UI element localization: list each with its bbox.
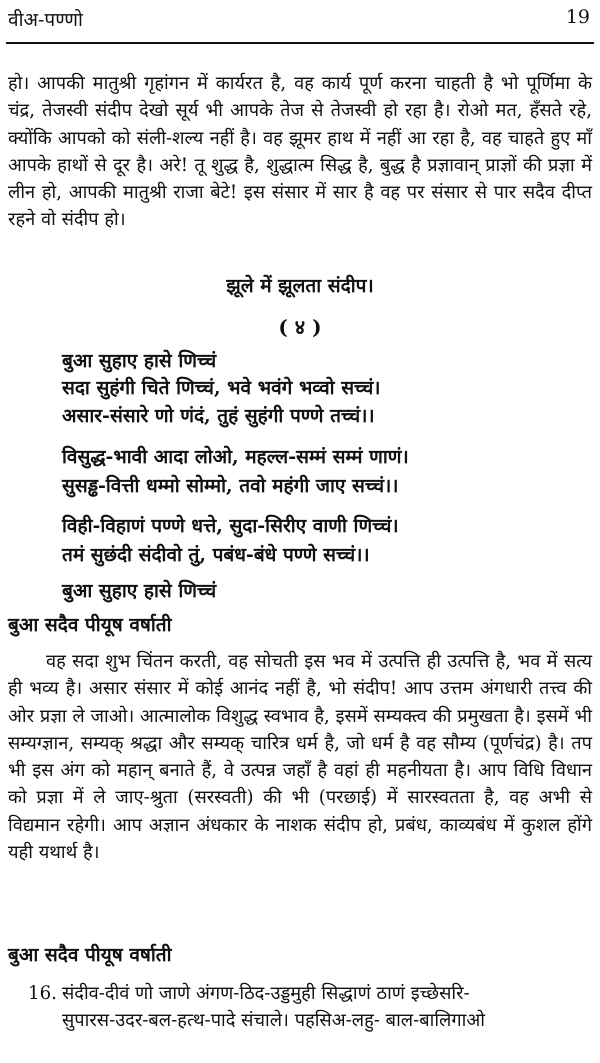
paragraph-body: वह सदा शुभ चिंतन करती, वह सोचती इस भव में उत्पत्ति ही उत्पत्ति है, भव में सत्य ही भव्य है। असार संसार में कोई आनंद नहीं है, भो संदीप! आप उत्तम अंगधारी तत्त्व की ओर प्रज्ञा ले जाओ। आत्मालोक विशुद्ध स्वभाव है, इसमें सम्यक्त्व की प्रमुखता है। इसमें भी सम्यग्ज्ञान, सम्यक् श्रद्धा और सम्यक् चारित्र धर्म है, जो धर्म है वह सौम्य (पूर्णचंद्र) है। तप भी इस अंग को महान् बनाते हैं, वे उत्पन्न जहाँ है वहां ही महनीयता है। आप विधि विधान को प्रज्ञा में ले जाए-श्रुता (सरस्वती) की भी (परछाई) में सारस्वतता है, वह अभी से विद्यमान रहेगी। आप अज्ञान अंधकार के नाशक संदीप हो, प्रबंध, काव्यबंध में कुशल होंगे यही यथार्थ है। — [8, 651, 592, 864]
verse-line: बुआ सुहाए हासे णिच्चं — [62, 350, 217, 372]
verse-line: बुआ सुहाए हासे णिच्चं — [62, 580, 217, 602]
numbered-item — [28, 980, 592, 1034]
verse-line: सदा सुहंगी चिते णिच्चं, भवे भवंगे भव्वो सच्चं। — [62, 377, 381, 399]
paragraph-opening: हो। आपकी मातुश्री गृहांगन में कार्यरत है, वह कार्य पूर्ण करना चाहती है भो पूर्णिमा के चंद्र, तेजस्वी संदीप देखो सूर्य भी आपके तेज से तेजस्वी हो रहा है। रोओ मत, हँसते रहे, क्योंकि आपको को संली-शल्य नहीं है। वह झूमर हाथ में नहीं आ रहा है, वह चाहते हुए माँ आपके हाथों से दूर है। अरे! तू शुद्ध है, शुद्धात्म सिद्ध है, बुद्ध है प्रज्ञावान् प्राज्ञों की प्रज्ञा में लीन हो, आपकी मातुश्री राजा बेटे! इस संसार में सार है वह पर संसार से पार सदैव दीप्त रहने वो संदीप हो। — [8, 73, 592, 231]
verse-line: असार-संसारे णो णंदं, तुहं सुहंगी पण्णे तच्चं।। — [62, 405, 375, 427]
section-heading: बुआ सदैव पीयूष वर्षाती — [8, 944, 172, 966]
verse-line: विही-विहाणं पण्णे धत्ते, सुदा-सिरीए वाणी णिच्चं। — [62, 515, 399, 537]
item-text-line2: सुपारस-उदर-बल-हत्थ-पादे संचाले। पहसिअ-लहु- बाल-बालिगाओ — [62, 1010, 485, 1031]
verse-line: विसुद्ध-भावी आदा लोओ, महल्ल-सम्मं सम्मं णाणं। — [62, 446, 409, 468]
page-number: 19 — [565, 6, 590, 28]
verse-number: ( ४ ) — [278, 315, 322, 339]
section-caption: झूले में झूलता संदीप। — [226, 275, 374, 297]
section-heading: बुआ सदैव पीयूष वर्षाती — [8, 614, 172, 636]
item-number: 16. — [28, 983, 57, 1004]
verse-line: तमं सुछंदी संदीवो तुं, पबंध-बंधे पण्णे सच्चं।। — [62, 544, 370, 566]
item-text-line1: संदीव-दीवं णो जाणे अंगण-ठिद-उड्डमुही सिद्धाणं ठाणं इच्छेसरि- — [62, 983, 470, 1004]
running-header-title: वीअ-पण्णो — [8, 9, 83, 31]
verse-line: सुसड्ढ-वित्ती धम्मो सोम्मो, तवो महंगी जाए सच्चं।। — [62, 475, 399, 497]
header-rule — [6, 42, 594, 44]
